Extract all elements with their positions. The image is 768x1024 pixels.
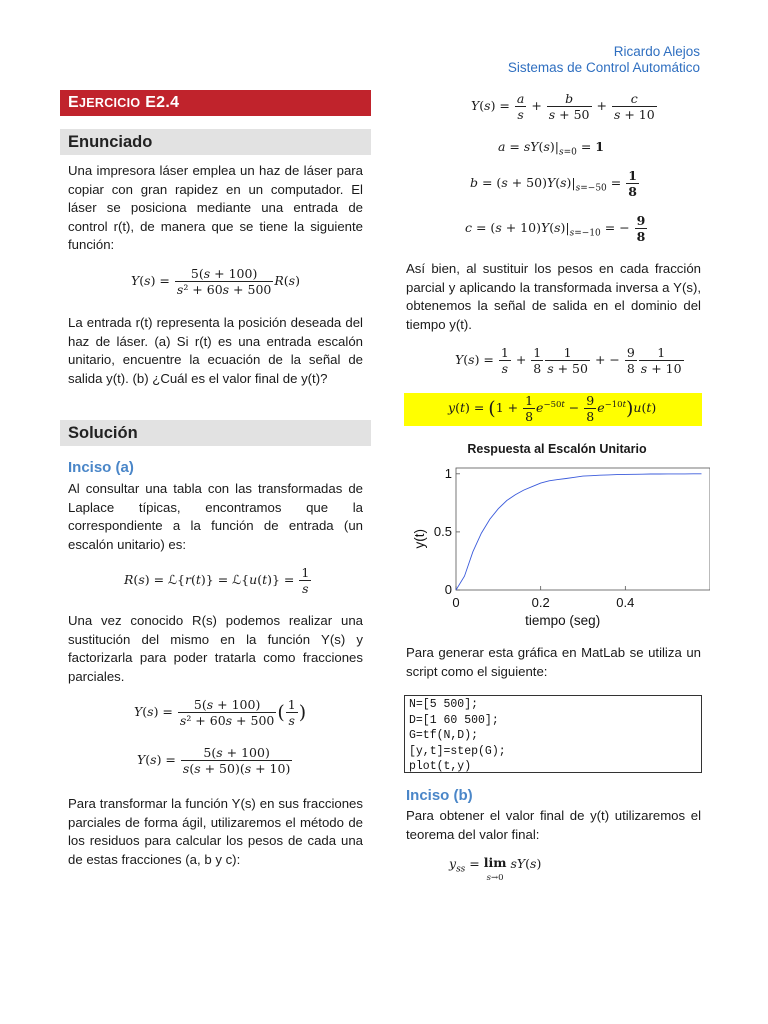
code-line: N=[5 500]; [409, 698, 479, 711]
part-a-paragraph-3: Para transformar la función Y(s) en sus fracciones parciales de forma ágil, utilizaremos el método de los residuos para calcular los pesos de cada una de estas fracciones (a, b y c): [68, 796, 363, 867]
statement-paragraph-1: Una impresora láser emplea un haz de láser para copiar con gran rapidez en un computador. El láser se posiciona mediante una entrada de control r(t), de manera que se tiene la siguiente función: [68, 163, 363, 253]
chart-title: Respuesta al Escalón Unitario [467, 442, 647, 456]
part-b-heading: Inciso (b) [406, 787, 473, 804]
x-axis-label: tiempo (seg) [525, 613, 601, 628]
exercise-label-first: E [68, 94, 79, 111]
code-line: [y,t]=step(G); [409, 744, 506, 758]
equation-time-domain-output: y(t) = (1 + $\frac{1}{8}$ $e^{-50t}$ − $\frac{9}{8}$ $e^{-10t})u(t)$ [448, 393, 657, 424]
exercise-label-rest: JERCICIO [78, 96, 141, 110]
x-tick-label: 0 [452, 595, 460, 610]
code-line: G=tf(N,D); [409, 729, 479, 742]
course-name: Sistemas de Control Automático [507, 60, 700, 75]
y-tick-label: 1 [444, 465, 452, 481]
part-a-paragraph-1: Al consultar una tabla con las transformadas de Laplace típicas, encontramos que la correspondiente a la función de entrada (un escalón unitario) es: [68, 481, 363, 552]
right-paragraph-2: Para generar esta gráfica en MatLab se utiliza un script como el siguiente: [406, 645, 701, 679]
right-paragraph-1: Así bien, al sustituir los pesos en cada fracción parcial y aplicando la transformada inversa a Y(s), obtenemos la señal de salida en el dominio del tiempo y(t). [406, 261, 701, 332]
statement-heading: Enunciado [60, 129, 371, 155]
exercise-number: E2.4 [145, 94, 180, 111]
step-response-chart [404, 458, 710, 633]
equation-factored: Y(s) = $\frac{5(s + 100)}{s(s + 50)(s + 10)}$ [137, 745, 291, 776]
y-tick-label: 0.5 [433, 523, 452, 539]
matlab-code-block [404, 695, 702, 773]
equation-residue-c: $c = (s + 10)Y(s)|_{s=-10}$ = − $\frac{9}{8}$ [465, 213, 646, 244]
part-a-paragraph-2: Una vez conocido R(s) podemos realizar una sustitución del mismo en la función Y(s) y factorizarla para poder tratarla como fracciones parciales. [68, 613, 363, 684]
equation-partial-fractions: Y(s) = $\frac{a}{s}$ + $\frac{b}{s + 50}$ + $\frac{c}{s + 10}$ [471, 91, 655, 122]
exercise-title-bar [60, 90, 371, 116]
code-line: D=[1 60 500]; [409, 713, 499, 727]
x-tick-label: 0.2 [531, 595, 550, 610]
plot-frame [456, 468, 710, 590]
y-tick-label: 0 [444, 582, 452, 597]
equation-residue-a: $a = sY(s)|_{s=0} = 1$ [498, 139, 604, 158]
part-a-heading: Inciso (a) [68, 459, 134, 476]
part-b-paragraph: Para obtener el valor final de y(t) utilizaremos el teorema del valor final: [406, 808, 701, 842]
code-line: plot(t,y) [409, 760, 472, 773]
equation-laplace-step: R(s) = ℒ{r(t)} = ℒ{u(t)} = $\frac{1}{s}$ [124, 565, 310, 596]
equation-residue-b: $b = (s + 50)Y(s)|_{s=-50}$ = $\frac{1}{8}$ [470, 168, 637, 199]
x-tick-label: 0.4 [616, 595, 635, 610]
statement-paragraph-2: La entrada r(t) representa la posición deseada del haz de láser. (a) Si r(t) es una entrada escalón unitario, encuentre la ecuación de la señal de salida y(t). (b) ¿Cuál es el valor final de y(t)? [68, 315, 363, 386]
equation-substitution: Y(s) = $\frac{5(s + 100)}{\text{s² + 60s + 500}}$ ( $\frac{1}{s}$ ) [134, 697, 307, 728]
solution-heading: Solución [60, 420, 371, 446]
y-axis-label: y(t) [412, 529, 427, 549]
equation-transfer-function: Y(s) = $\frac{5(s + 100)}{\text{s² + 60s + 500}}$ R(s) [131, 266, 300, 297]
equation-final-value-theorem: $y_{ss} = \lim$ s→0 sY(s) [449, 855, 542, 883]
author-name: Ricardo Alejos [613, 44, 700, 59]
equation-weights-substituted: Y(s) = $\frac{1}{s}$ + $\frac{1}{8}$ $\frac{1}{s + 50}$ + − $\frac{9}{8}$ $\frac{1}{s + 10}$ [455, 345, 682, 376]
